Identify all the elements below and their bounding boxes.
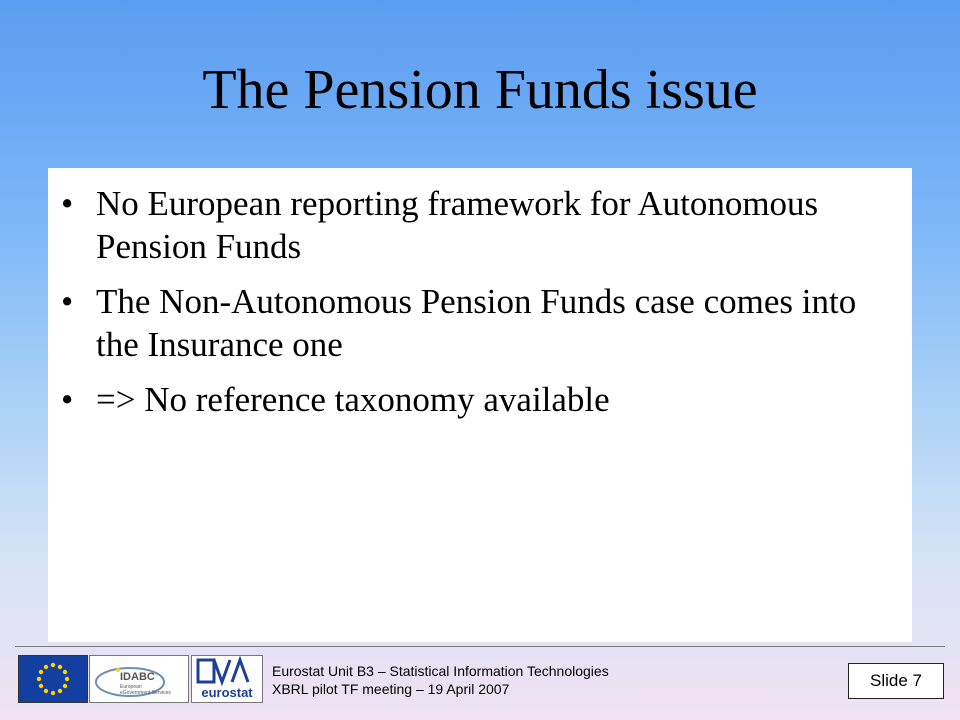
- idabc-logo-line1: European: [120, 684, 142, 690]
- footer-text: [272, 662, 609, 698]
- slide-number: Slide 7: [848, 663, 944, 699]
- idabc-logo-text: IDABC: [120, 671, 155, 683]
- eurostat-logo: [191, 655, 263, 703]
- bullet-icon: •: [61, 282, 74, 321]
- footer-line-1: Eurostat Unit B3 – Statistical Information Technologies: [272, 663, 609, 679]
- bullet-item: [48, 280, 886, 366]
- eu-flag-icon: [18, 655, 88, 703]
- footer-divider: [15, 646, 945, 647]
- eurostat-logo-text: eurostat: [201, 685, 253, 700]
- footer-line-2: XBRL pilot TF meeting – 19 April 2007: [272, 681, 510, 697]
- bullet-icon: •: [61, 184, 74, 223]
- bullet-item: [48, 378, 886, 421]
- bullet-item: [48, 182, 886, 268]
- bullet-text: => No reference taxonomy available: [96, 380, 610, 419]
- bullet-text: The Non-Autonomous Pension Funds case comes into the Insurance one: [96, 282, 857, 364]
- slide-title: The Pension Funds issue: [202, 59, 758, 121]
- idabc-logo: [89, 655, 189, 703]
- bullet-text: No European reporting framework for Autonomous Pension Funds: [96, 184, 819, 266]
- bullet-list: [48, 182, 912, 433]
- bullet-icon: •: [61, 380, 74, 419]
- content-panel: [48, 168, 912, 642]
- idabc-logo-line2: eGovernment Services: [120, 690, 171, 696]
